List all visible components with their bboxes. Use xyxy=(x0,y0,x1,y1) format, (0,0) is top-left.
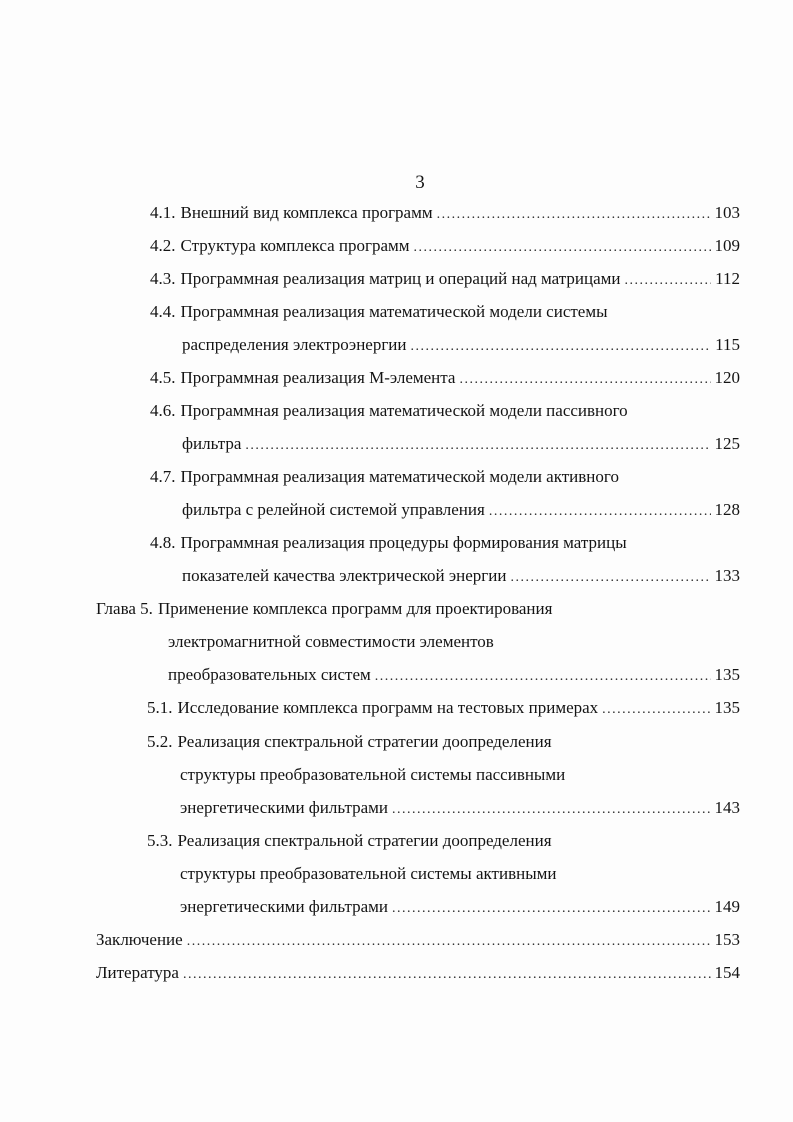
toc-number: 5.2. xyxy=(147,732,173,751)
toc-title-continuation: энергетическими фильтрами xyxy=(180,798,389,817)
toc-page: 109 xyxy=(714,236,740,255)
dot-leader xyxy=(414,235,711,259)
toc-entry-5-2-cont2 xyxy=(180,795,740,821)
toc-entry-literature xyxy=(96,960,740,986)
toc-entry-4-8 xyxy=(150,530,740,556)
toc-title-continuation: структуры преобразовательной системы активными xyxy=(180,864,557,883)
toc-page: 128 xyxy=(714,500,740,519)
toc-title: Программная реализация процедуры формирования матрицы xyxy=(180,533,627,552)
toc-number: 4.3. xyxy=(150,269,176,288)
toc-title: Заключение xyxy=(96,930,183,949)
toc-number: 5.1. xyxy=(147,698,173,717)
toc-page: 112 xyxy=(715,269,740,288)
toc-entry-5-2-cont xyxy=(180,762,740,788)
toc-entry-4-4-cont xyxy=(182,332,740,358)
toc-title-continuation: распределения электроэнергии xyxy=(182,335,407,354)
toc-number: 4.6. xyxy=(150,401,176,420)
toc-title: Исследование комплекса программ на тестовых примерах xyxy=(177,698,599,717)
toc-number: 4.7. xyxy=(150,467,176,486)
dot-leader xyxy=(411,334,712,358)
toc-number: 4.8. xyxy=(150,533,176,552)
toc-page: 154 xyxy=(714,963,740,982)
toc-title: Программная реализация математической модели системы xyxy=(180,302,608,321)
toc-entry-5-3 xyxy=(147,828,740,854)
dot-leader xyxy=(187,929,711,953)
toc-title-continuation: показателей качества электрической энергии xyxy=(182,566,507,585)
dot-leader xyxy=(625,268,712,292)
toc-entry-5-1 xyxy=(147,695,740,721)
toc-entry-4-7-cont xyxy=(182,497,740,523)
toc-title: Программная реализация М-элемента xyxy=(180,368,456,387)
toc-title: Программная реализация математической модели пассивного xyxy=(180,401,628,420)
toc-title: Реализация спектральной стратегии доопределения xyxy=(177,831,552,850)
toc-page: 135 xyxy=(714,665,740,684)
toc-page: 153 xyxy=(714,930,740,949)
toc-entry-4-6-cont xyxy=(182,431,740,457)
toc-number: 4.1. xyxy=(150,203,176,222)
dot-leader xyxy=(602,697,710,721)
toc-number: 4.5. xyxy=(150,368,176,387)
toc-number: 4.4. xyxy=(150,302,176,321)
toc-entry-chapter-5-cont2 xyxy=(168,662,740,688)
toc-entry-4-2 xyxy=(150,233,740,259)
toc-title-continuation: фильтра с релейной системой управления xyxy=(182,500,485,519)
toc-page: 120 xyxy=(714,368,740,387)
toc-page: 103 xyxy=(714,203,740,222)
toc-entry-4-1 xyxy=(150,200,740,226)
toc-entry-4-5 xyxy=(150,365,740,391)
toc-entry-4-4 xyxy=(150,299,740,325)
dot-leader xyxy=(510,565,710,589)
toc-title: Литература xyxy=(96,963,179,982)
toc-entry-chapter-5 xyxy=(96,596,740,622)
toc-entry-conclusion xyxy=(96,927,740,953)
dot-leader xyxy=(375,664,711,688)
toc-title: Применение комплекса программ для проектирования xyxy=(157,599,553,618)
toc-page: 115 xyxy=(715,335,740,354)
toc-entry-4-7 xyxy=(150,464,740,490)
toc-chapter-number: Глава 5. xyxy=(96,599,153,618)
toc-page: 133 xyxy=(714,566,740,585)
toc-entry-4-3 xyxy=(150,266,740,292)
dot-leader xyxy=(392,797,710,821)
page-number: 3 xyxy=(415,172,425,193)
toc-entry-5-3-cont xyxy=(180,861,740,887)
toc-title: Программная реализация матриц и операций над матрицами xyxy=(180,269,621,288)
toc-page: 149 xyxy=(714,897,740,916)
toc-title-continuation: электромагнитной совместимости элементов xyxy=(168,632,494,651)
toc-title: Реализация спектральной стратегии доопределения xyxy=(177,732,552,751)
dot-leader xyxy=(459,367,710,391)
toc-title-continuation: преобразовательных систем xyxy=(168,665,371,684)
dot-leader xyxy=(392,896,710,920)
toc-page: 143 xyxy=(714,798,740,817)
toc-entry-chapter-5-cont xyxy=(168,629,740,655)
dot-leader xyxy=(489,499,711,523)
toc-title: Структура комплекса программ xyxy=(180,236,410,255)
toc-title-continuation: структуры преобразовательной системы пассивными xyxy=(180,765,566,784)
toc-title-continuation: фильтра xyxy=(182,434,242,453)
toc-title: Внешний вид комплекса программ xyxy=(180,203,433,222)
toc-entry-4-8-cont xyxy=(182,563,740,589)
dot-leader xyxy=(183,962,711,986)
toc-page: 125 xyxy=(714,434,740,453)
dot-leader xyxy=(437,202,711,226)
dot-leader xyxy=(245,433,710,457)
toc-page: 135 xyxy=(714,698,740,717)
toc-title: Программная реализация математической модели активного xyxy=(180,467,619,486)
toc-title-continuation: энергетическими фильтрами xyxy=(180,897,389,916)
toc-entry-5-2 xyxy=(147,729,740,755)
toc-entry-4-6 xyxy=(150,398,740,424)
toc-number: 4.2. xyxy=(150,236,176,255)
toc-entry-5-3-cont2 xyxy=(180,894,740,920)
toc-number: 5.3. xyxy=(147,831,173,850)
